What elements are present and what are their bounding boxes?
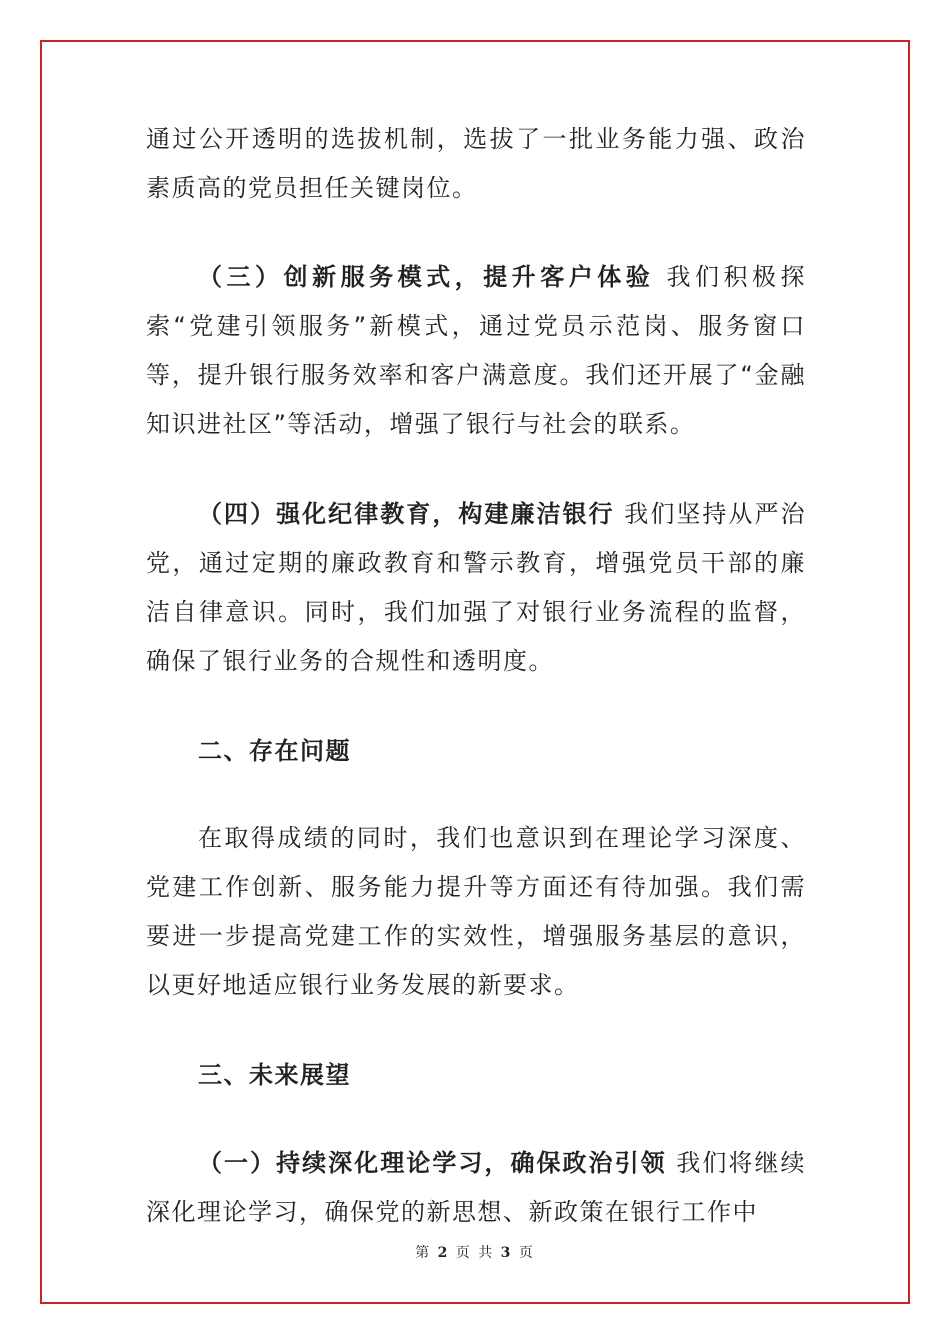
paragraph-selection-mechanism: 通过公开透明的选拔机制，选拔了一批业务能力强、政治素质高的党员担任关键岗位。 xyxy=(146,125,806,202)
footer-total-pages: 3 xyxy=(500,1245,513,1261)
section-title-theory-study: （一）持续深化理论学习，确保政治引领 xyxy=(198,1149,667,1177)
paragraph-service-model xyxy=(146,253,806,449)
footer-prefix: 第 xyxy=(415,1245,432,1261)
footer-mid: 页 共 xyxy=(455,1245,495,1261)
section-body-theory-study: 我们将继续深化理论学习，确保党的新思想、新政策在银行工作中 xyxy=(146,1149,806,1226)
footer-suffix: 页 xyxy=(518,1245,535,1261)
heading-future-outlook: 三、未来展望 xyxy=(198,1061,351,1089)
page-footer xyxy=(0,1242,950,1262)
paragraph-theory-study xyxy=(146,1139,806,1237)
footer-page-number: 2 xyxy=(437,1245,450,1261)
heading-existing-problems: 二、存在问题 xyxy=(198,737,351,765)
section-body-service-model: 我们积极探索“党建引领服务”新模式，通过党员示范岗、服务窗口等，提升银行服务效率和客户满意度。我们还开展了“金融知识进社区”等活动，增强了银行与社会的联系。 xyxy=(146,263,807,438)
section-body-discipline: 我们坚持从严治党，通过定期的廉政教育和警示教育，增强党员干部的廉洁自律意识。同时，我们加强了对银行业务流程的监督，确保了银行业务的合规性和透明度。 xyxy=(146,500,807,675)
paragraph-discipline-education xyxy=(146,490,806,686)
section-title-discipline: （四）强化纪律教育，构建廉洁银行 xyxy=(198,500,615,528)
paragraph-existing-problems: 在取得成绩的同时，我们也意识到在理论学习深度、党建工作创新、服务能力提升等方面还有待加强。我们需要进一步提高党建工作的实效性，增强服务基层的意识，以更好地适应银行业务发展的新要求。 xyxy=(146,824,806,999)
section-title-service-model: （三）创新服务模式，提升客户体验 xyxy=(198,263,655,291)
